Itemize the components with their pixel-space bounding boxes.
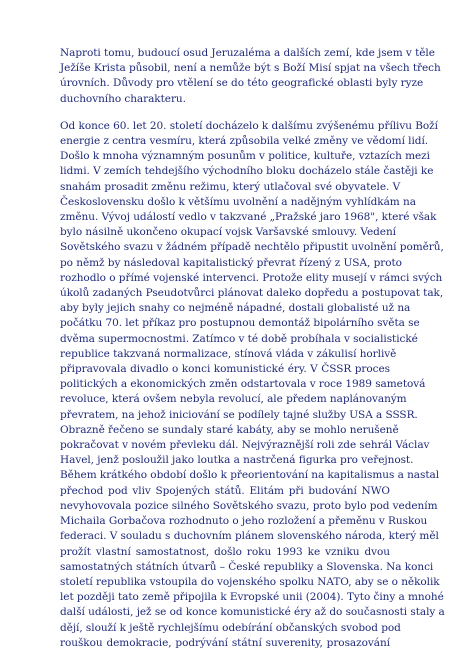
text-line: prožít vlastní samostatnost, došlo roku 1993 ke vzniku dvou [60, 545, 390, 558]
text-line: převratem, na jehož iniciování se podílely tajné služby USA a SSSR. [60, 408, 418, 421]
text-line: Michaila Gorbačova rozhodnuto o jeho rozložení a přeměnu v Ruskou [60, 515, 428, 528]
text-line: republice takzvaná normalizace, stínová vláda v zákulisí horlivě [60, 347, 397, 360]
text-line: další události, jež se od konce komunistické éry až do současnosti staly a [60, 606, 445, 619]
text-line: rozhodlo o přímé vojenské intervenci. Protože elity musejí v rámci svých [60, 271, 443, 284]
text-line: Během krátkého období došlo k přeorientování na kapitalismus a nastal [60, 469, 440, 482]
text-line: rouškou demokracie, podrývání státní suverenity, prosazování [60, 636, 390, 649]
text-line: federaci. V souladu s duchovním plánem slovenského národa, který měl [60, 530, 439, 543]
text-line: Obrazně řečeno se sundaly staré kabáty, aby se mohlo nerušeně [60, 423, 399, 436]
paragraph-spacer [60, 107, 390, 119]
text-line: Československu došlo k většímu uvolnění a nadějným vyhlídkám na [60, 195, 416, 208]
text-line: připravovala divadlo o konci komunistické éry. V ČSSR proces [60, 363, 390, 376]
document-body [60, 46, 445, 651]
text-line: lidmi. V zemích tehdejšího východního bloku docházelo stále častěji ke [60, 165, 434, 178]
text-line: aby byly jejich snahy co nejméně nápadné, dostali globalisté už na [60, 302, 411, 315]
text-line: století republika vstoupila do vojenského spolku NATO, aby se o několik [60, 575, 440, 588]
text-line: Sovětského svazu v žádném případě nechtělo připustit uvolnění poměrů, [60, 241, 444, 254]
text-line: Ježíše Krista působil, není a nemůže být s Boží Misí spjat na všech třech [60, 62, 441, 75]
text-line: Od konce 60. let 20. století docházelo k dalšímu zvýšenému přílivu Boží [60, 119, 438, 132]
text-line: Naproti tomu, budoucí osud Jeruzaléma a dalších zemí, kde jsem v těle [60, 47, 435, 59]
text-line: změnu. Vývoj událostí vedlo v takzvané „Pražské jaro 1968", které však [60, 211, 437, 224]
text-line: úkolů zadaných Pseudotvůrci plánovat daleko dopředu a postupovat tak, [60, 287, 444, 300]
text-line: dějí, slouží k ještě rychlejšímu odebírání občanských svobod pod [60, 621, 401, 634]
text-line: bylo násilně ukončeno okupací vojsk Varšavské smlouvy. Vedení [60, 226, 396, 239]
paragraph-2 [60, 119, 445, 651]
text-line: let později tato země připojila k Evropské unii (2004). Tyto činy a mnohé [60, 591, 444, 604]
text-line: po němž by následoval kapitalistický převrat řízený z USA, proto [60, 256, 402, 269]
text-line: nevyhovovala pozice silného Sovětského svazu, proto bylo pod vedením [60, 499, 438, 512]
text-line: energie z centra vesmíru, která způsobila velké změny ve vědomí lidí. [60, 135, 429, 148]
text-line: snahám prosadit změnu režimu, který utlačoval své obyvatele. V [60, 180, 401, 193]
text-line: politických a ekonomických změn odstartovala v roce 1989 sametová [60, 378, 426, 391]
text-line: počátku 70. let příkaz pro postupnou demontáž bipolárního světa se [60, 317, 420, 330]
text-line: duchovního charakteru. [60, 92, 186, 105]
text-line: dvěma supermocnostmi. Zatímco v té době probíhala v socialistické [60, 332, 418, 345]
text-line: úrovních. Důvody pro vtělení se do této geografické oblasti byly ryze [60, 77, 424, 90]
text-line: pokračovat v novém převleku dál. Nejvýraznější roli zde sehrál Václav [60, 439, 430, 452]
text-line: Došlo k mnoha významným posunům v politice, kultuře, vztazích mezi [60, 150, 430, 163]
text-line: revoluce, která ovšem nebyla revolucí, ale předem naplánovaným [60, 393, 407, 406]
text-line: přechod pod vliv Spojených států. Elitám při budování NWO [60, 484, 390, 497]
text-line: Havel, jenž posloužil jako loutka a nastrčená figurka pro veřejnost. [60, 454, 414, 467]
paragraph-1 [60, 46, 441, 107]
text-line: samostatných státních útvarů – České republiky a Slovenska. Na konci [60, 560, 434, 573]
